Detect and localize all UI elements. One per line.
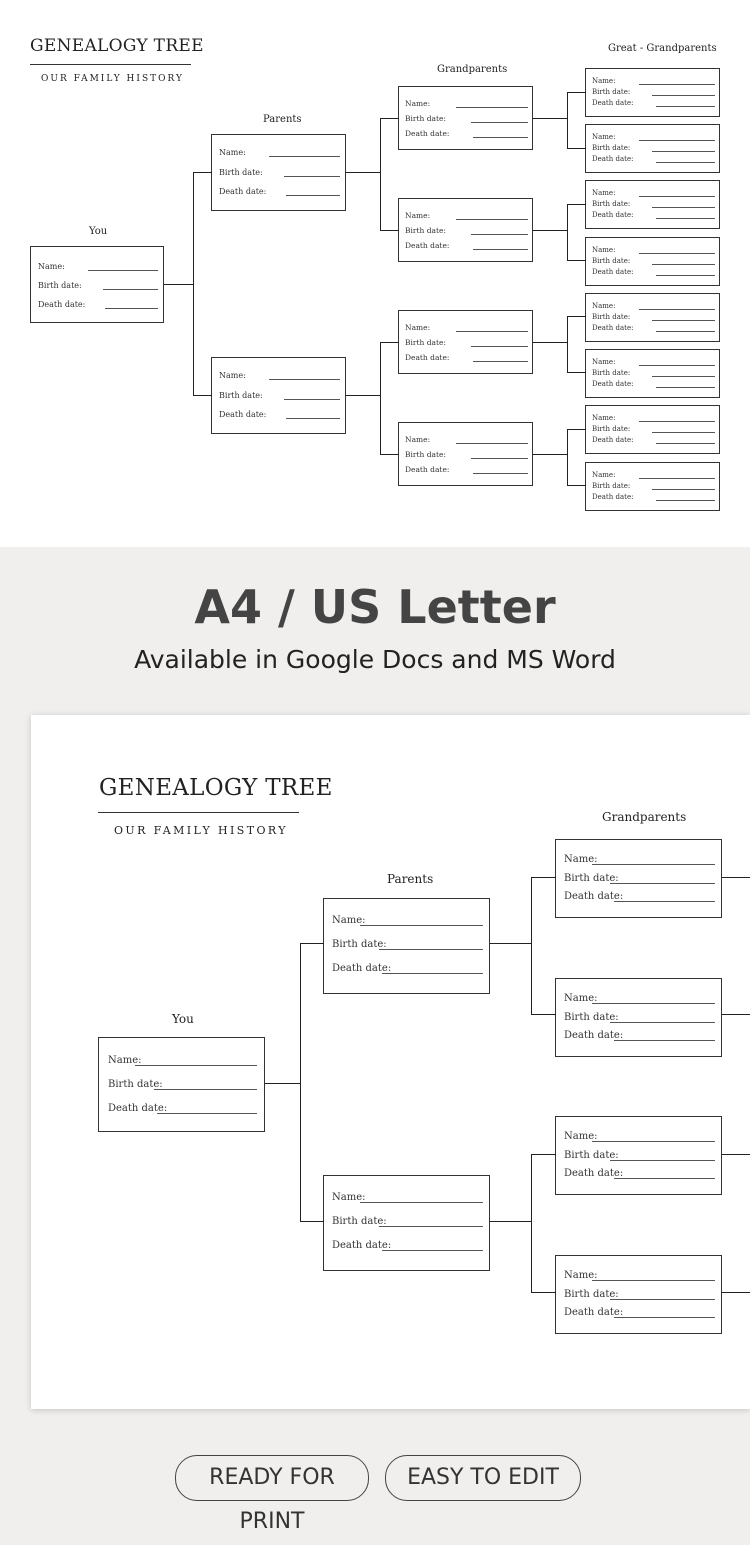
field-label: Name:	[564, 854, 598, 865]
field-label: Name:	[332, 915, 366, 926]
person-card	[585, 124, 720, 173]
blank-line	[382, 973, 483, 974]
connector-line	[533, 118, 568, 119]
form-field-row	[399, 323, 532, 335]
field-label: Birth date:	[564, 873, 619, 884]
person-card	[30, 246, 164, 323]
person-card	[398, 422, 533, 486]
connector-line	[567, 485, 586, 486]
person-card	[585, 68, 720, 117]
connector-line	[300, 1221, 324, 1222]
blank-line	[656, 218, 715, 219]
field-label: Death date:	[592, 211, 634, 219]
connector-line	[567, 372, 586, 373]
form-field-row	[586, 324, 719, 335]
field-label: Birth date:	[592, 144, 631, 152]
connector-line	[380, 118, 381, 231]
form-field-row	[212, 168, 345, 180]
person-card	[555, 978, 722, 1057]
field-label: Birth date:	[332, 939, 387, 950]
doc-tree-subtitle: OUR FAMILY HISTORY	[114, 824, 288, 837]
form-field-row	[556, 1270, 721, 1284]
doc-column-label-grandparents: Grandparents	[602, 810, 687, 824]
form-field-row	[586, 257, 719, 268]
connector-line	[567, 204, 568, 261]
field-label: Death date:	[564, 1307, 624, 1318]
connector-line	[300, 943, 301, 1222]
form-field-row	[399, 114, 532, 126]
blank-line	[610, 1022, 715, 1023]
blank-line	[471, 122, 528, 123]
field-label: Birth date:	[405, 338, 446, 347]
blank-line	[284, 176, 340, 177]
form-field-row	[556, 1168, 721, 1182]
field-label: Birth date:	[592, 313, 631, 321]
blank-line	[610, 883, 715, 884]
form-field-row	[586, 189, 719, 200]
connector-line	[531, 877, 556, 878]
field-label: Name:	[592, 471, 616, 479]
blank-line	[656, 500, 715, 501]
blank-line	[456, 107, 528, 108]
person-card	[585, 405, 720, 454]
blank-line	[105, 308, 158, 309]
field-label: Death date:	[592, 324, 634, 332]
blank-line	[379, 1226, 483, 1227]
doc-title-divider	[98, 812, 299, 813]
person-card	[585, 293, 720, 342]
field-label: Name:	[564, 993, 598, 1004]
doc-tree-title: GENEALOGY TREE	[99, 775, 333, 801]
blank-line	[639, 309, 715, 310]
person-card	[398, 310, 533, 374]
blank-line	[614, 1040, 715, 1041]
form-field-row	[586, 369, 719, 380]
field-label: Birth date:	[564, 1150, 619, 1161]
connector-line	[567, 429, 568, 486]
blank-line	[610, 1160, 715, 1161]
blank-line	[382, 1250, 483, 1251]
form-field-row	[399, 241, 532, 253]
person-card	[585, 349, 720, 398]
form-field-row	[556, 1131, 721, 1145]
field-label: Name:	[592, 414, 616, 422]
blank-line	[639, 196, 715, 197]
field-label: Birth date:	[564, 1289, 619, 1300]
field-label: Name:	[592, 358, 616, 366]
person-card	[323, 1175, 490, 1271]
field-label: Birth date:	[38, 281, 82, 290]
form-field-row	[212, 148, 345, 160]
field-label: Death date:	[332, 963, 392, 974]
blank-line	[639, 253, 715, 254]
field-label: Birth date:	[219, 168, 263, 177]
field-label: Name:	[592, 77, 616, 85]
connector-line	[346, 395, 381, 396]
blank-line	[471, 346, 528, 347]
field-label: Death date:	[405, 465, 450, 474]
blank-line	[456, 443, 528, 444]
connector-line	[567, 92, 586, 93]
form-field-row	[586, 380, 719, 391]
field-label: Name:	[405, 99, 431, 108]
blank-line	[656, 106, 715, 107]
field-label: Birth date:	[405, 114, 446, 123]
form-field-row	[586, 425, 719, 436]
connector-line	[380, 118, 399, 119]
connector-line	[567, 316, 568, 373]
connector-line	[265, 1083, 301, 1084]
person-card	[585, 180, 720, 229]
field-label: Death date:	[405, 241, 450, 250]
field-label: Death date:	[405, 353, 450, 362]
connector-line	[164, 284, 194, 285]
form-field-row	[586, 155, 719, 166]
field-label: Name:	[405, 323, 431, 332]
connector-line	[380, 342, 399, 343]
blank-line	[269, 379, 340, 380]
person-card	[555, 1116, 722, 1195]
field-label: Death date:	[564, 1168, 624, 1179]
blank-line	[154, 1089, 257, 1090]
person-card	[585, 237, 720, 286]
blank-line	[656, 162, 715, 163]
field-label: Death date:	[592, 268, 634, 276]
blank-line	[652, 376, 715, 377]
form-field-row	[31, 262, 163, 274]
form-field-row	[586, 246, 719, 257]
field-label: Birth date:	[219, 391, 263, 400]
blank-line	[639, 84, 715, 85]
connector-line	[722, 1292, 750, 1293]
form-field-row	[556, 873, 721, 887]
form-field-row	[324, 1216, 489, 1230]
form-field-row	[399, 226, 532, 238]
connector-line	[567, 92, 568, 149]
connector-line	[346, 172, 381, 173]
connector-line	[722, 877, 750, 878]
form-field-row	[99, 1079, 264, 1093]
connector-line	[531, 877, 532, 1015]
blank-line	[456, 331, 528, 332]
connector-line	[490, 1221, 532, 1222]
blank-line	[286, 418, 340, 419]
field-label: Name:	[564, 1270, 598, 1281]
tree-title: GENEALOGY TREE	[30, 36, 204, 56]
connector-line	[531, 1154, 556, 1155]
easy-to-edit-badge: EASY TO EDIT	[385, 1455, 581, 1501]
form-field-row	[586, 436, 719, 447]
blank-line	[656, 443, 715, 444]
form-field-row	[212, 391, 345, 403]
person-card	[211, 357, 346, 434]
connector-line	[567, 148, 586, 149]
blank-line	[610, 1299, 715, 1300]
field-label: Birth date:	[332, 1216, 387, 1227]
person-card	[323, 898, 490, 994]
field-label: Name:	[592, 246, 616, 254]
field-label: Death date:	[592, 436, 634, 444]
field-label: Death date:	[108, 1103, 168, 1114]
blank-line	[473, 361, 528, 362]
blank-line	[473, 473, 528, 474]
form-field-row	[99, 1055, 264, 1069]
field-label: Death date:	[592, 380, 634, 388]
person-card	[211, 134, 346, 211]
form-field-row	[556, 1289, 721, 1303]
form-field-row	[324, 1192, 489, 1206]
template-preview-document	[31, 715, 750, 1409]
form-field-row	[586, 482, 719, 493]
connector-line	[533, 342, 568, 343]
column-label-great-grandparents: Great - Grandparents	[608, 43, 717, 54]
doc-column-label-you: You	[172, 1012, 194, 1026]
form-field-row	[399, 450, 532, 462]
blank-line	[614, 901, 715, 902]
field-label: Name:	[38, 262, 65, 271]
field-label: Birth date:	[405, 450, 446, 459]
form-field-row	[586, 133, 719, 144]
blank-line	[639, 140, 715, 141]
blank-line	[639, 421, 715, 422]
blank-line	[652, 95, 715, 96]
connector-line	[531, 1292, 556, 1293]
form-field-row	[586, 88, 719, 99]
tree-subtitle: OUR FAMILY HISTORY	[41, 74, 184, 84]
blank-line	[639, 365, 715, 366]
form-field-row	[399, 435, 532, 447]
connector-line	[567, 260, 586, 261]
blank-line	[656, 331, 715, 332]
field-label: Birth date:	[592, 369, 631, 377]
field-label: Death date:	[405, 129, 450, 138]
blank-line	[360, 1202, 483, 1203]
form-field-row	[586, 144, 719, 155]
blank-line	[379, 949, 483, 950]
form-field-row	[556, 854, 721, 868]
form-field-row	[399, 211, 532, 223]
format-headline: A4 / US Letter	[194, 580, 556, 634]
connector-line	[193, 395, 212, 396]
field-label: Birth date:	[592, 482, 631, 490]
blank-line	[473, 249, 528, 250]
person-card	[585, 462, 720, 511]
form-field-row	[31, 300, 163, 312]
doc-column-label-parents: Parents	[387, 872, 434, 886]
form-field-row	[324, 915, 489, 929]
blank-line	[592, 1141, 715, 1142]
connector-line	[380, 454, 399, 455]
person-card	[398, 86, 533, 150]
blank-line	[652, 264, 715, 265]
form-field-row	[399, 129, 532, 141]
blank-line	[614, 1178, 715, 1179]
person-card	[555, 839, 722, 918]
form-field-row	[586, 493, 719, 504]
field-label: Birth date:	[592, 88, 631, 96]
form-field-row	[586, 268, 719, 279]
field-label: Death date:	[219, 410, 267, 419]
field-label: Name:	[332, 1192, 366, 1203]
form-field-row	[324, 1240, 489, 1254]
connector-line	[567, 429, 586, 430]
form-field-row	[556, 1012, 721, 1026]
title-divider	[30, 64, 191, 65]
form-field-row	[586, 77, 719, 88]
form-field-row	[586, 313, 719, 324]
blank-line	[614, 1317, 715, 1318]
field-label: Name:	[219, 148, 246, 157]
blank-line	[652, 151, 715, 152]
connector-line	[300, 943, 324, 944]
form-field-row	[31, 281, 163, 293]
blank-line	[592, 1003, 715, 1004]
form-field-row	[99, 1103, 264, 1117]
format-subline: Available in Google Docs and MS Word	[134, 645, 616, 674]
field-label: Birth date:	[405, 226, 446, 235]
field-label: Name:	[219, 371, 246, 380]
form-field-row	[556, 1307, 721, 1321]
ready-for-print-badge: READY FOR PRINT	[175, 1455, 369, 1501]
field-label: Death date:	[219, 187, 267, 196]
blank-line	[652, 320, 715, 321]
field-label: Death date:	[564, 1030, 624, 1041]
form-field-row	[556, 1150, 721, 1164]
connector-line	[193, 172, 212, 173]
field-label: Name:	[592, 189, 616, 197]
blank-line	[284, 399, 340, 400]
field-label: Name:	[564, 1131, 598, 1142]
blank-line	[471, 234, 528, 235]
form-field-row	[324, 939, 489, 953]
form-field-row	[556, 891, 721, 905]
form-field-row	[212, 410, 345, 422]
form-field-row	[212, 371, 345, 383]
field-label: Birth date:	[592, 425, 631, 433]
field-label: Death date:	[592, 99, 634, 107]
blank-line	[656, 275, 715, 276]
form-field-row	[586, 471, 719, 482]
blank-line	[592, 1280, 715, 1281]
blank-line	[157, 1113, 257, 1114]
blank-line	[269, 156, 340, 157]
blank-line	[652, 489, 715, 490]
field-label: Name:	[405, 435, 431, 444]
field-label: Death date:	[332, 1240, 392, 1251]
blank-line	[652, 207, 715, 208]
form-field-row	[399, 99, 532, 111]
blank-line	[360, 925, 483, 926]
field-label: Name:	[405, 211, 431, 220]
template-preview-top	[0, 0, 750, 547]
field-label: Name:	[592, 302, 616, 310]
blank-line	[135, 1065, 257, 1066]
connector-line	[533, 230, 568, 231]
form-field-row	[586, 99, 719, 110]
form-field-row	[556, 993, 721, 1007]
column-label-grandparents: Grandparents	[437, 64, 508, 75]
form-field-row	[586, 211, 719, 222]
connector-line	[567, 316, 586, 317]
field-label: Birth date:	[564, 1012, 619, 1023]
connector-line	[531, 1014, 556, 1015]
form-field-row	[586, 358, 719, 369]
connector-line	[380, 342, 381, 455]
connector-line	[533, 454, 568, 455]
form-field-row	[324, 963, 489, 977]
blank-line	[652, 432, 715, 433]
connector-line	[722, 1014, 750, 1015]
field-label: Death date:	[564, 891, 624, 902]
person-card	[555, 1255, 722, 1334]
connector-line	[490, 943, 532, 944]
connector-line	[193, 172, 194, 396]
form-field-row	[399, 353, 532, 365]
form-field-row	[399, 338, 532, 350]
field-label: Birth date:	[592, 257, 631, 265]
blank-line	[103, 289, 158, 290]
form-field-row	[556, 1030, 721, 1044]
field-label: Death date:	[592, 493, 634, 501]
column-label-you: You	[89, 226, 108, 237]
blank-line	[286, 195, 340, 196]
form-field-row	[586, 302, 719, 313]
connector-line	[380, 230, 399, 231]
field-label: Name:	[108, 1055, 142, 1066]
blank-line	[471, 458, 528, 459]
blank-line	[592, 864, 715, 865]
blank-line	[456, 219, 528, 220]
blank-line	[88, 270, 158, 271]
field-label: Death date:	[592, 155, 634, 163]
field-label: Death date:	[38, 300, 86, 309]
connector-line	[567, 204, 586, 205]
blank-line	[473, 137, 528, 138]
field-label: Birth date:	[592, 200, 631, 208]
connector-line	[722, 1154, 750, 1155]
form-field-row	[586, 200, 719, 211]
form-field-row	[586, 414, 719, 425]
form-field-row	[399, 465, 532, 477]
blank-line	[656, 387, 715, 388]
column-label-parents: Parents	[263, 114, 302, 125]
field-label: Birth date:	[108, 1079, 163, 1090]
connector-line	[531, 1154, 532, 1293]
person-card	[398, 198, 533, 262]
form-field-row	[212, 187, 345, 199]
field-label: Name:	[592, 133, 616, 141]
person-card	[98, 1037, 265, 1132]
blank-line	[639, 478, 715, 479]
